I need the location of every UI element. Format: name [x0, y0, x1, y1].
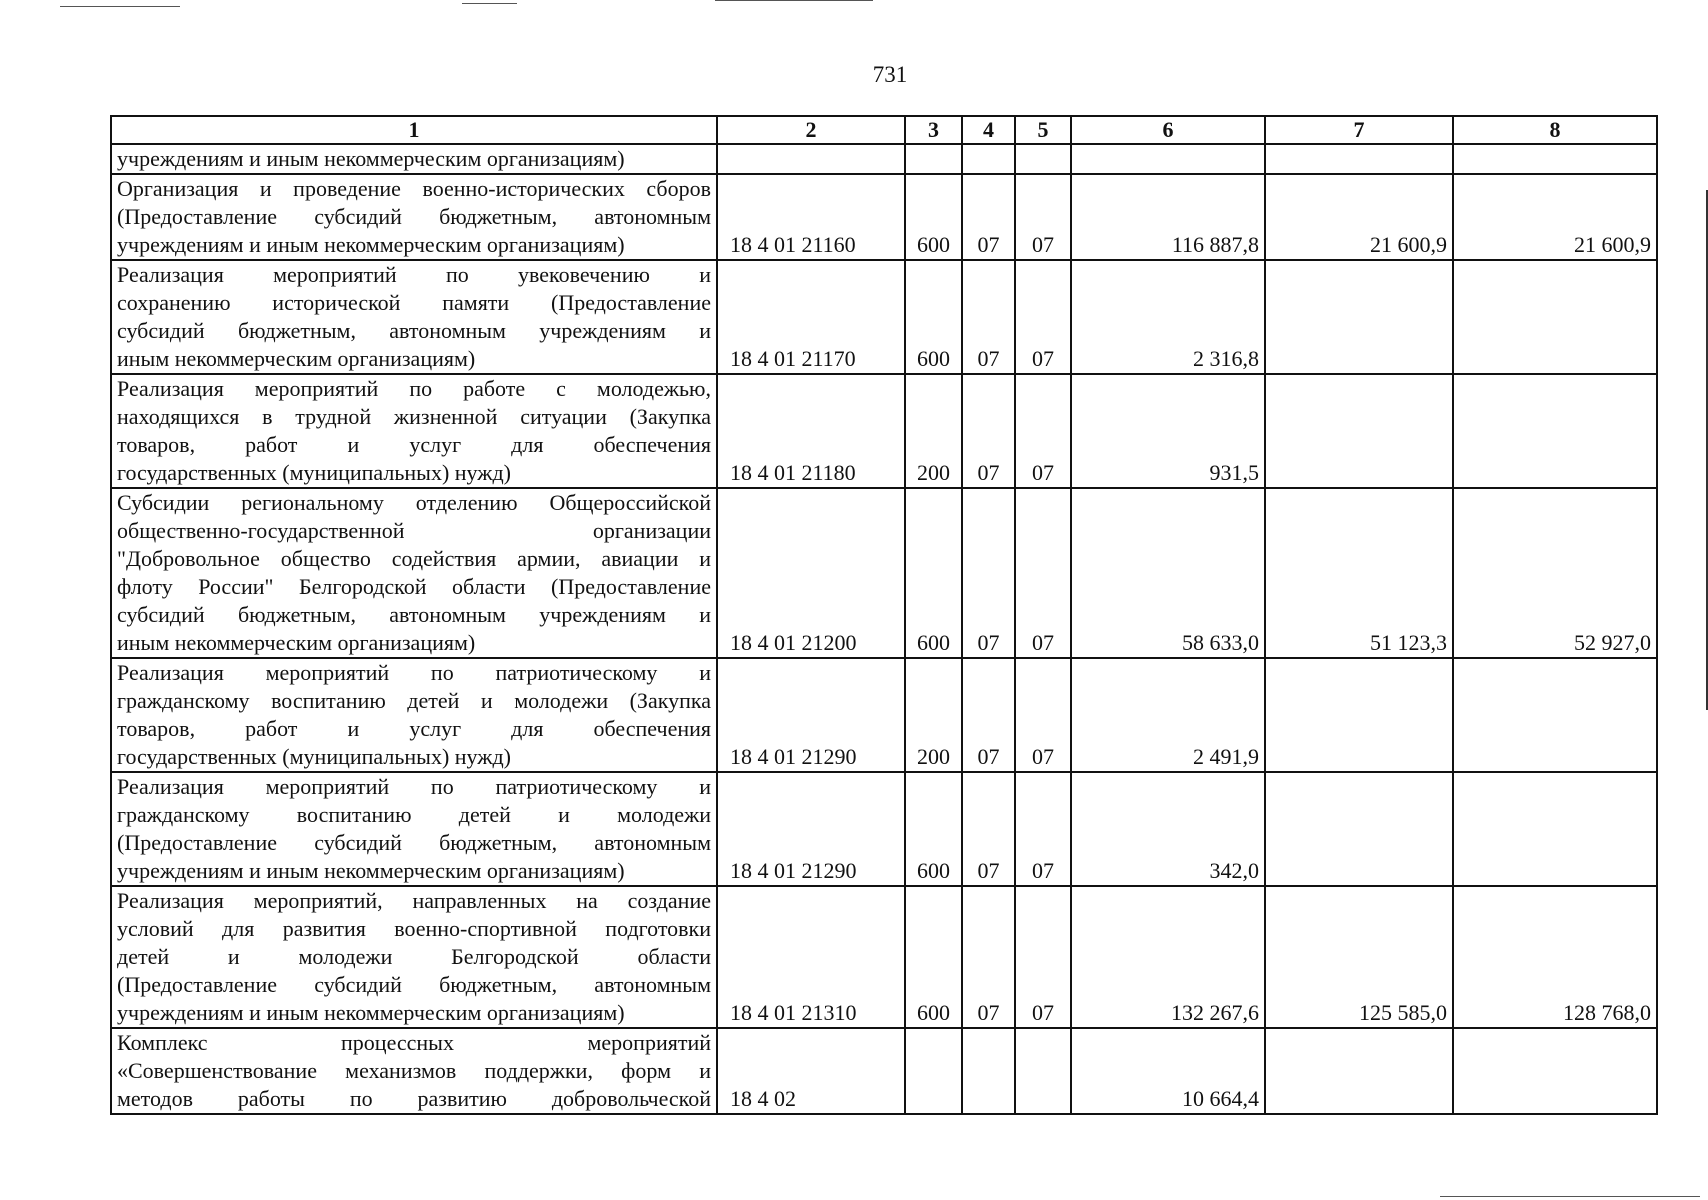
amount-col8-cell — [1453, 144, 1657, 174]
subsection-cell: 07 — [1015, 488, 1071, 658]
amount-col6-cell: 10 664,4 — [1071, 1028, 1265, 1114]
description-line: флоту России" Белгородской области (Предоставление — [117, 574, 711, 599]
amount-col6-cell: 342,0 — [1071, 772, 1265, 886]
description-line: (Предоставление субсидий бюджетным, автономным — [117, 830, 711, 855]
row-description — [111, 772, 717, 886]
amount-col7-cell — [1265, 144, 1453, 174]
description-line: условий для развития военно-спортивной подготовки — [117, 916, 711, 941]
description-line: «Совершенствование механизмов поддержки, форм и — [117, 1058, 711, 1083]
subsection-cell: 07 — [1015, 658, 1071, 772]
budget-code-cell: 18 4 01 21290 — [717, 772, 905, 886]
row-description — [111, 488, 717, 658]
table-row — [111, 374, 1657, 488]
column-header: 7 — [1265, 116, 1453, 144]
page-number: 731 — [872, 62, 908, 87]
description-line: товаров, работ и услуг для обеспечения — [117, 716, 711, 741]
budget-code-cell: 18 4 01 21200 — [717, 488, 905, 658]
section-cell: 07 — [962, 174, 1015, 260]
description-line: сохранению исторической памяти (Предоставление — [117, 290, 711, 315]
description-line: Реализация мероприятий, направленных на создание — [117, 888, 711, 913]
subsection-cell: 07 — [1015, 260, 1071, 374]
amount-col8-cell — [1453, 772, 1657, 886]
description-line: государственных (муниципальных) нужд) — [117, 460, 511, 485]
table-row — [111, 772, 1657, 886]
table-row — [111, 658, 1657, 772]
amount-col7-cell: 51 123,3 — [1265, 488, 1453, 658]
section-cell: 07 — [962, 886, 1015, 1028]
row-description — [111, 174, 717, 260]
amount-col7-cell — [1265, 260, 1453, 374]
column-header: 6 — [1071, 116, 1265, 144]
description-line: (Предоставление субсидий бюджетным, автономным — [117, 972, 711, 997]
table-row — [111, 1028, 1657, 1114]
section-cell — [962, 144, 1015, 174]
column-header: 1 — [111, 116, 717, 144]
description-line: Комплекс процессных мероприятий — [117, 1030, 711, 1055]
amount-col8-cell — [1453, 1028, 1657, 1114]
table-row — [111, 144, 1657, 174]
section-cell: 07 — [962, 374, 1015, 488]
subsection-cell: 07 — [1015, 772, 1071, 886]
row-description — [111, 260, 717, 374]
table-row — [111, 260, 1657, 374]
description-line: субсидий бюджетным, автономным учреждениям и — [117, 318, 711, 343]
row-description — [111, 374, 717, 488]
budget-code-cell: 18 4 01 21310 — [717, 886, 905, 1028]
section-cell: 07 — [962, 260, 1015, 374]
description-line: Реализация мероприятий по патриотическому и — [117, 660, 711, 685]
description-line: Реализация мероприятий по патриотическому и — [117, 774, 711, 799]
expense-type-cell: 200 — [905, 374, 962, 488]
table-row — [111, 174, 1657, 260]
scan-artifact-line — [60, 6, 180, 7]
scan-artifact-line — [462, 3, 517, 4]
amount-col8-cell: 21 600,9 — [1453, 174, 1657, 260]
subsection-cell: 07 — [1015, 374, 1071, 488]
amount-col6-cell: 58 633,0 — [1071, 488, 1265, 658]
description-line: методов работы по развитию добровольческой — [117, 1086, 711, 1111]
amount-col8-cell — [1453, 374, 1657, 488]
amount-col7-cell: 125 585,0 — [1265, 886, 1453, 1028]
row-description — [111, 1028, 717, 1114]
description-line: учреждениям и иным некоммерческим организациям) — [117, 232, 625, 257]
row-description — [111, 144, 717, 174]
expense-type-cell: 600 — [905, 772, 962, 886]
amount-col6-cell: 931,5 — [1071, 374, 1265, 488]
description-line: Субсидии региональному отделению Общероссийской — [117, 490, 711, 515]
amount-col6-cell: 116 887,8 — [1071, 174, 1265, 260]
description-line: иным некоммерческим организациям) — [117, 346, 476, 371]
amount-col8-cell — [1453, 658, 1657, 772]
expense-type-cell: 600 — [905, 488, 962, 658]
amount-col6-cell: 2 491,9 — [1071, 658, 1265, 772]
description-line: государственных (муниципальных) нужд) — [117, 744, 511, 769]
column-header: 3 — [905, 116, 962, 144]
scan-artifact-line — [1440, 1196, 1700, 1197]
description-line: учреждениям и иным некоммерческим организациям) — [117, 858, 625, 883]
table-row — [111, 488, 1657, 658]
description-line: находящихся в трудной жизненной ситуации (Закупка — [117, 404, 711, 429]
description-line: гражданскому воспитанию детей и молодежи — [117, 802, 711, 827]
section-cell: 07 — [962, 772, 1015, 886]
section-cell — [962, 1028, 1015, 1114]
subsection-cell — [1015, 1028, 1071, 1114]
section-cell: 07 — [962, 658, 1015, 772]
description-line: Реализация мероприятий по увековечению и — [117, 262, 711, 287]
budget-code-cell: 18 4 01 21160 — [717, 174, 905, 260]
expense-type-cell: 600 — [905, 260, 962, 374]
expense-type-cell: 600 — [905, 886, 962, 1028]
amount-col6-cell — [1071, 144, 1265, 174]
amount-col7-cell — [1265, 658, 1453, 772]
section-cell: 07 — [962, 488, 1015, 658]
row-description — [111, 886, 717, 1028]
budget-code-cell: 18 4 01 21180 — [717, 374, 905, 488]
expense-type-cell — [905, 144, 962, 174]
expense-type-cell: 200 — [905, 658, 962, 772]
budget-code-cell — [717, 144, 905, 174]
budget-table — [110, 115, 1658, 1115]
amount-col7-cell — [1265, 772, 1453, 886]
amount-col6-cell: 2 316,8 — [1071, 260, 1265, 374]
amount-col7-cell — [1265, 374, 1453, 488]
row-description — [111, 658, 717, 772]
description-line: общественно-государственной организации — [117, 518, 711, 543]
description-line: субсидий бюджетным, автономным учреждениям и — [117, 602, 711, 627]
column-header: 4 — [962, 116, 1015, 144]
expense-type-cell — [905, 1028, 962, 1114]
budget-code-cell: 18 4 01 21290 — [717, 658, 905, 772]
amount-col6-cell: 132 267,6 — [1071, 886, 1265, 1028]
description-line: Реализация мероприятий по работе с молодежью, — [117, 376, 711, 401]
description-line: гражданскому воспитанию детей и молодежи (Закупка — [117, 688, 711, 713]
subsection-cell — [1015, 144, 1071, 174]
description-line: учреждениям и иным некоммерческим организациям) — [117, 146, 625, 171]
column-number-header-row — [111, 116, 1657, 144]
column-header: 5 — [1015, 116, 1071, 144]
description-line: Организация и проведение военно-исторических сборов — [117, 176, 711, 201]
column-header: 2 — [717, 116, 905, 144]
scan-artifact-line — [715, 0, 873, 1]
column-header: 8 — [1453, 116, 1657, 144]
table-row — [111, 886, 1657, 1028]
amount-col7-cell: 21 600,9 — [1265, 174, 1453, 260]
description-line: иным некоммерческим организациям) — [117, 630, 476, 655]
subsection-cell: 07 — [1015, 174, 1071, 260]
description-line: учреждениям и иным некоммерческим организациям) — [117, 1000, 625, 1025]
description-line: "Добровольное общество содействия армии, авиации и — [117, 546, 711, 571]
budget-code-cell: 18 4 01 21170 — [717, 260, 905, 374]
amount-col8-cell: 52 927,0 — [1453, 488, 1657, 658]
amount-col7-cell — [1265, 1028, 1453, 1114]
description-line: (Предоставление субсидий бюджетным, автономным — [117, 204, 711, 229]
subsection-cell: 07 — [1015, 886, 1071, 1028]
description-line: товаров, работ и услуг для обеспечения — [117, 432, 711, 457]
description-line: детей и молодежи Белгородской области — [117, 944, 711, 969]
expense-type-cell: 600 — [905, 174, 962, 260]
amount-col8-cell: 128 768,0 — [1453, 886, 1657, 1028]
budget-code-cell: 18 4 02 — [717, 1028, 905, 1114]
amount-col8-cell — [1453, 260, 1657, 374]
